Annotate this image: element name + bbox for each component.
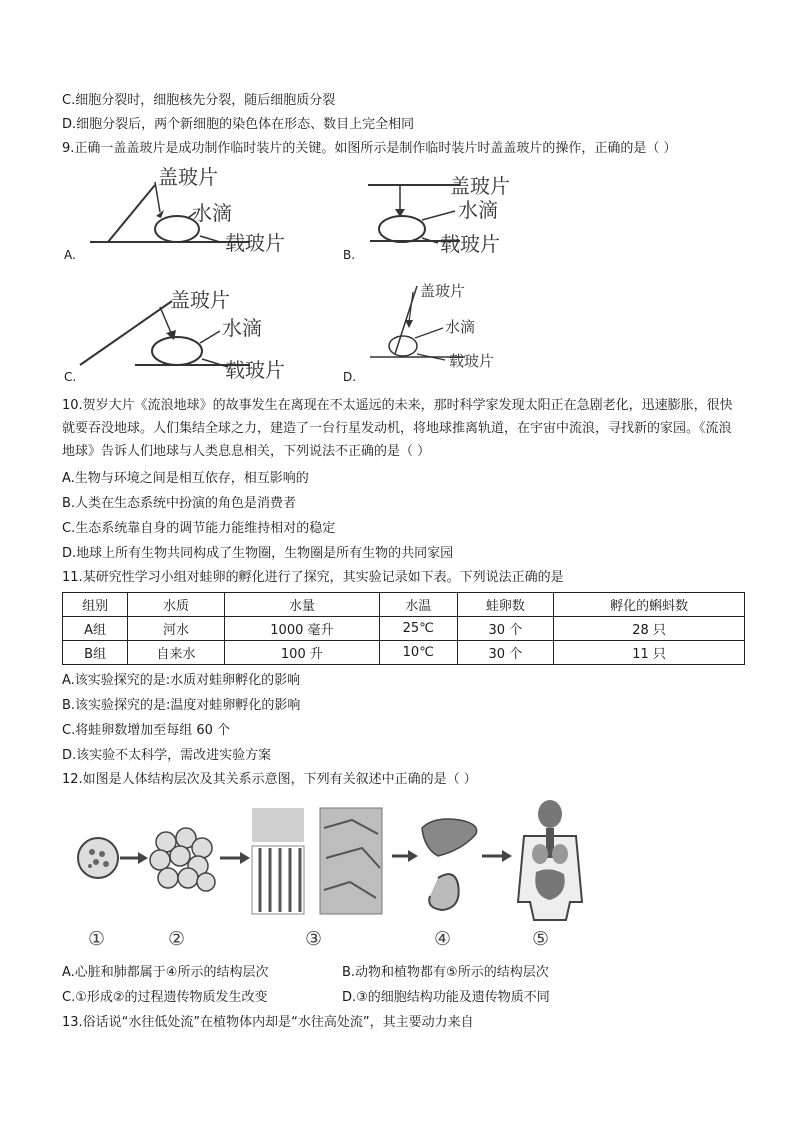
stage-5-number: ⑤: [532, 928, 550, 950]
table-cell: 10℃: [379, 641, 457, 665]
fig-d-slide-label: 载玻片: [449, 352, 495, 370]
q8-option-d: D.细胞分裂后，两个新细胞的染色体在形态、数目上完全相同: [62, 117, 415, 132]
q9-stem: 9.正确一盖盖玻片是成功制作临时装片的关键。如图所示是制作临时装片时盖盖玻片的操作，正确的是（ ）: [62, 141, 677, 156]
q12-stem: 12.如图是人体结构层次及其关系示意图，下列有关叙述中正确的是（ ）: [62, 772, 477, 787]
q11-experiment-table: [62, 592, 745, 665]
fig-c-cover-label: 盖玻片: [170, 288, 230, 312]
table-cell: 11 只: [554, 641, 745, 665]
table-row: [63, 641, 745, 665]
q12-option-d: D.③的细胞结构功能及遗传物质不同: [342, 990, 550, 1005]
table-cell: B组: [63, 641, 128, 665]
q10-option-c: C.生态系统靠自身的调节能力能维持相对的稳定: [62, 521, 336, 536]
table-cell: A组: [63, 617, 128, 641]
table-header-cell: 组别: [63, 593, 128, 617]
table-cell: 28 只: [554, 617, 745, 641]
q10-stem: 10.贺岁大片《流浪地球》的故事发生在离现在不太遥远的未来，那时科学家发现太阳正在急剧老化，迅速膨胀，很快就要吞没地球。人们集结全球之力，建造了一台行星发动机，将地球推离轨道，在宇宙中流浪，寻找新的家园。《流浪地球》告诉人们地球与人类息息相关，下列说法不正确的是（ ）: [62, 398, 733, 459]
q9-option-b: B.: [343, 248, 356, 262]
table-cell: 河水: [128, 617, 225, 641]
arrow-icon: [392, 850, 418, 862]
q9-option-c: C.: [64, 370, 77, 384]
stage-2-number: ②: [168, 928, 186, 950]
q13-stem: 13.俗话说“水往低处流”在植物体内却是“水往高处流”，其主要动力来自: [62, 1015, 474, 1030]
table-cell: 100 升: [224, 641, 379, 665]
fig-d-water-label: 水滴: [445, 318, 476, 336]
q12-option-a: A.心脏和肺都属于④所示的结构层次: [62, 965, 269, 980]
q9-figure-a: [60, 160, 320, 260]
q12-option-b: B.动物和植物都有⑤所示的结构层次: [342, 965, 549, 980]
single-cell-icon: [78, 838, 118, 878]
table-row: [63, 617, 745, 641]
q10-option-d: D.地球上所有生物共同构成了生物圈，生物圈是所有生物的共同家园: [62, 546, 454, 561]
fig-b-cover-label: 盖玻片: [450, 174, 510, 198]
stage-1-number: ①: [88, 928, 106, 950]
q9-figure-b: [360, 165, 540, 260]
q10-option-a: A.生物与环境之间是相互依存，相互影响的: [62, 471, 309, 486]
q11-option-d: D.该实验不太科学，需改进实验方案: [62, 748, 272, 763]
stage-3-number: ③: [305, 928, 323, 950]
fig-c-water-label: 水滴: [222, 316, 262, 340]
q12-body-structure-figure: [62, 798, 592, 928]
q8-option-c: C.细胞分裂时，细胞核先分裂，随后细胞质分裂: [62, 93, 336, 108]
table-cell: 1000 毫升: [224, 617, 379, 641]
table-header-cell: 蛙卵数: [457, 593, 554, 617]
table-cell: 25℃: [379, 617, 457, 641]
q11-option-a: A.该实验探究的是:水质对蛙卵孵化的影响: [62, 673, 301, 688]
cell-cluster-icon: [150, 828, 215, 891]
table-header-row: [63, 593, 745, 617]
q9-option-a: A.: [64, 248, 76, 262]
q9-figure-c: [60, 285, 320, 385]
fig-c-slide-label: 载玻片: [225, 358, 285, 382]
q11-stem: 11.某研究性学习小组对蛙卵的孵化进行了探究，其实验记录如下表。下列说法正确的是: [62, 570, 564, 585]
table-header-cell: 水温: [379, 593, 457, 617]
tissue-icon: [252, 808, 382, 914]
human-body-icon: [518, 800, 582, 920]
q11-option-c: C.将蛙卵数增加至每组 60 个: [62, 723, 231, 738]
stage-4-number: ④: [434, 928, 452, 950]
fig-a-water-label: 水滴: [192, 201, 232, 225]
fig-d-cover-label: 盖玻片: [420, 282, 466, 300]
arrow-icon: [482, 850, 512, 862]
arrow-icon: [220, 852, 250, 864]
table-header-cell: 水量: [224, 593, 379, 617]
q12-option-c: C.①形成②的过程遗传物质发生改变: [62, 990, 268, 1005]
table-header-cell: 水质: [128, 593, 225, 617]
organ-icon: [422, 819, 477, 910]
q9-figure-d: [365, 278, 525, 378]
table-cell: 30 个: [457, 641, 554, 665]
q10-option-b: B.人类在生态系统中扮演的角色是消费者: [62, 496, 297, 511]
q9-option-d: D.: [343, 370, 357, 384]
fig-a-slide-label: 载玻片: [225, 231, 285, 255]
table-cell: 30 个: [457, 617, 554, 641]
table-header-cell: 孵化的蝌蚪数: [554, 593, 745, 617]
arrow-icon: [120, 852, 148, 864]
fig-a-cover-label: 盖玻片: [158, 165, 218, 189]
table-cell: 自来水: [128, 641, 225, 665]
fig-b-slide-label: 载玻片: [440, 232, 500, 256]
q11-option-b: B.该实验探究的是:温度对蛙卵孵化的影响: [62, 698, 301, 713]
fig-b-water-label: 水滴: [458, 198, 498, 222]
